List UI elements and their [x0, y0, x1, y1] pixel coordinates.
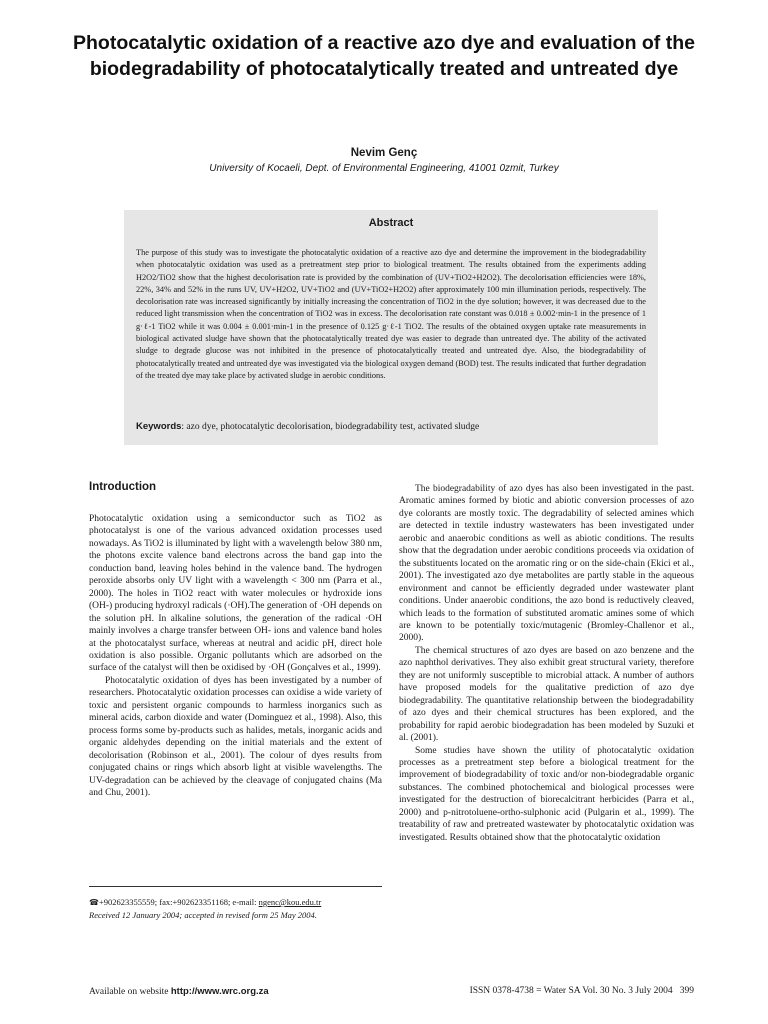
paragraph: The chemical structures of azo dyes are based on azo benzene and the azo naphthol derivatives. They also exhibit great structural variety, therefore they are not uniformly susceptible to microbial attack. A number of authors have proposed models for the qualitative prediction of azo dye biodegradability. The quantitative relationship between the biodegradability of azo dyes and their chemical structures has been explored, and the probability for rapid aerobic biodegradation has been modeled by Suzuki et al. (2001). [399, 645, 694, 744]
paragraph: Some studies have shown the utility of photocatalytic oxidation processes as a pretreatment step before a biological treatment for the improvement of biodegradability of toxic and/or non-biodegradable organic substances. The combined photochemical and biological processes were investigated for the destruction of biorecalcitrant herbicides (Parra et al., 2000) and p-nitrotoluene-ortho-sulphonic acid (Pulgarin et al., 1999). The treatability of raw and pretreated wastewater by photocatalytic oxidation was investigated. Results obtained show that the photocatalytic oxidation [399, 745, 694, 843]
received-date: Received 12 January 2004; accepted in revised form 25 May 2004. [89, 910, 317, 920]
paragraph: Photocatalytic oxidation of dyes has been investigated by a number of researchers. Photocatalytic oxidation processes can oxidise a wide variety of toxic and persistent organic compounds to harmless inorganics such as mineral acids, carbon dioxide and water (Dominguez et al., 1998). Also, this process forms some by-products such as halides, metals, inorganic acids and organic aldehydes depending on the initial materials and the extent of decolorisation (Robinson et al., 2001). The colour of dyes results from conjugated chains or rings which absorb light at visible wavelengths. The UV-degradation can be achieved by the cleavage of conjugated chains (Ma and Chu, 2001). [89, 675, 382, 798]
left-column [89, 513, 382, 799]
phone-icon: ☎ [89, 898, 99, 907]
footer-website [89, 986, 269, 997]
footnote-divider [89, 886, 382, 887]
journal-citation: ISSN 0378-4738 = Water SA Vol. 30 No. 3 July 2004 [469, 986, 673, 996]
footnote [89, 896, 389, 921]
paragraph: The biodegradability of azo dyes has also been investigated in the past. Aromatic amines formed by biotic and abiotic conversion processes of azo dye colorants are mostly toxic. The degradability of selected amines which are detected in textile industry wastewaters has been investigated under aerobic and anaerobic conditions as well as abiotic conditions. The results show that the degradation under aerobic conditions proceeds via oxidation of the substituents located on the aromatic ring or on the side-chain (Ekici et al., 2001). The investigated azo dye metabolites are partly stable in the aqueous environment and cannot be efficiently degraded under wastewater plant conditions. Under anaerobic conditions, the azo bond is reductively cleaved, which leads to the formation of substituted aromatic amines some of which are known to be potentially toxic/mutagenic (Bromley-Challenor et al., 2000). [399, 484, 694, 644]
website-link[interactable]: http://www.wrc.org.za [170, 986, 269, 997]
abstract-heading: Abstract [368, 217, 414, 229]
keywords-list: : azo dye, photocatalytic decolorisation, biodegradability test, activated sludge [181, 422, 480, 432]
abstract-text: The purpose of this study was to investigate the photocatalytic oxidation of a reactive azo dye and determine the improvement in the biodegradability when photocatalytic oxidation was used as a pretreatment step prior to biological treatment. The results obtained from the experiments adding H2O2/TiO2 show that the highest decolorisation rate is provided by the combination of (UV+TiO2+H2O2). The decolorisation efficiencies were 18%, 22%, 34% and 52% in the runs UV, UV+H2O2, UV+TiO2 and (UV+TiO2+H2O2) after approximately 100 min illumination periods, respectively. The decolorisation rate was increased significantly by initially increasing the concentration of TiO2 in the dye solution; however, it was decreased due to the reduced light transmission when the concentration of TiO2 was in excess. The decolorisation rate constant was 0.018 ± 0.002·min-1 in the presence of 1 g·ℓ-1 TiO2 while it was 0.004 ± 0.001·min-1 in the presence of 0.125 g·ℓ-1 TiO2. The results of the obtained oxygen uptake rate measurements in biological activated sludge have shown that the photocatalytically treated dye was easier to degrade than untreated dye. The ability of the activated sludge to degrade glucose was not inhibited in the presence of photocatalytically treated and untreated dye. Also, the biodegradability of photocatalytically treated and untreated dye was investigated via the biological oxygen demand (BOD) test. The results indicated that further degradation of the treated dye may take place by activated sludge in aerobic conditions. [136, 248, 646, 380]
keywords-label: Keywords [136, 421, 182, 432]
right-column [399, 483, 694, 844]
abstract-box [124, 210, 658, 445]
page-number: 399 [679, 986, 694, 996]
keywords [136, 421, 646, 432]
author-affiliation: University of Kocaeli, Dept. of Environmental Engineering, 41001 0zmit, Turkey [209, 163, 559, 174]
contact-info: +902623355559; fax:+902623351168; e-mail: [98, 897, 259, 907]
author-name: Nevim Genç [350, 147, 418, 159]
paper-title: Photocatalytic oxidation of a reactive azo dye and evaluation of the biodegradability of photocatalytically treated and untreated dye [73, 32, 695, 80]
section-heading-introduction: Introduction [89, 481, 157, 493]
footer-available-label: Available on website [89, 987, 171, 997]
paragraph: Photocatalytic oxidation using a semiconductor such as TiO2 as photocatalyst is one of the various advanced oxidation processes used nowadays. As TiO2 is illuminated by light with a wavelength below 380 nm, the photons excite valence band electrons across the band gap into the conduction band, leaving holes behind in the valence band. The hydrogen peroxide absorbs only UV light with a wavelength < 300 nm (Parra et al., 2000). The holes in TiO2 react with water molecules or hydroxide ions (OH-) producing hydroxyl radicals (·OH).The generation of ·OH depends on the solution pH. In alkaline solutions, the generation of the radical ·OH mainly involves a charge transfer between OH- ions and valence band holes at the photocatalyst surface, whereas at neutral and acidic pH, direct hole oxidation is also possible. Organic pollutants which are adsorbed on the surface of the catalyst will then be oxidised by ·OH (Gonçalves et al., 1999). [89, 514, 382, 674]
email-link[interactable]: ngenc@kou.edu.tr [258, 897, 322, 907]
footer-journal [420, 986, 694, 996]
